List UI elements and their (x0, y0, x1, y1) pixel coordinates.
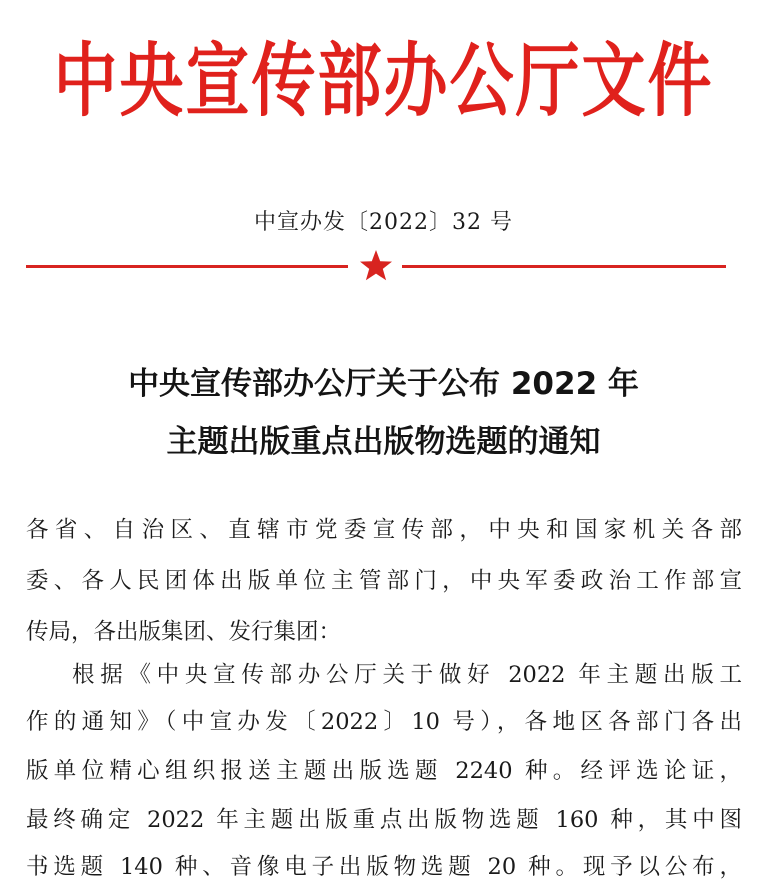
body-line: 作的通知》（中宣办发〔2022〕10 号），各地区各部门各出 (26, 709, 742, 735)
body-line: 版单位精心组织报送主题出版选题 2240 种。经评选论证， (26, 758, 742, 784)
red-divider (26, 252, 726, 282)
star-icon (358, 248, 394, 284)
body-line: 书选题 140 种、音像电子出版物选题 20 种。现予以公布， (26, 854, 742, 880)
body-line: 传局，各出版集团、发行集团： (26, 619, 342, 645)
notice-title-line-1: 中央宣传部办公厅关于公布 2022 年 (128, 366, 639, 402)
document-number: 中宣办发〔2022〕32 号 (254, 210, 513, 235)
body-line: 根据《中央宣传部办公厅关于做好 2022 年主题出版工 (72, 662, 742, 688)
body-line: 各省、自治区、直辖市党委宣传部，中央和国家机关各部 (26, 517, 742, 543)
body-line: 最终确定 2022 年主题出版重点出版物选题 160 种，其中图 (26, 807, 742, 833)
divider-line-left (26, 265, 348, 268)
document-header: 中央宣传部办公厅文件 (53, 35, 714, 129)
divider-line-right (402, 265, 726, 268)
body-line: 委、各人民团体出版单位主管部门，中央军委政治工作部宣 (26, 568, 742, 594)
notice-title-line-2: 主题出版重点出版物选题的通知 (166, 424, 601, 460)
